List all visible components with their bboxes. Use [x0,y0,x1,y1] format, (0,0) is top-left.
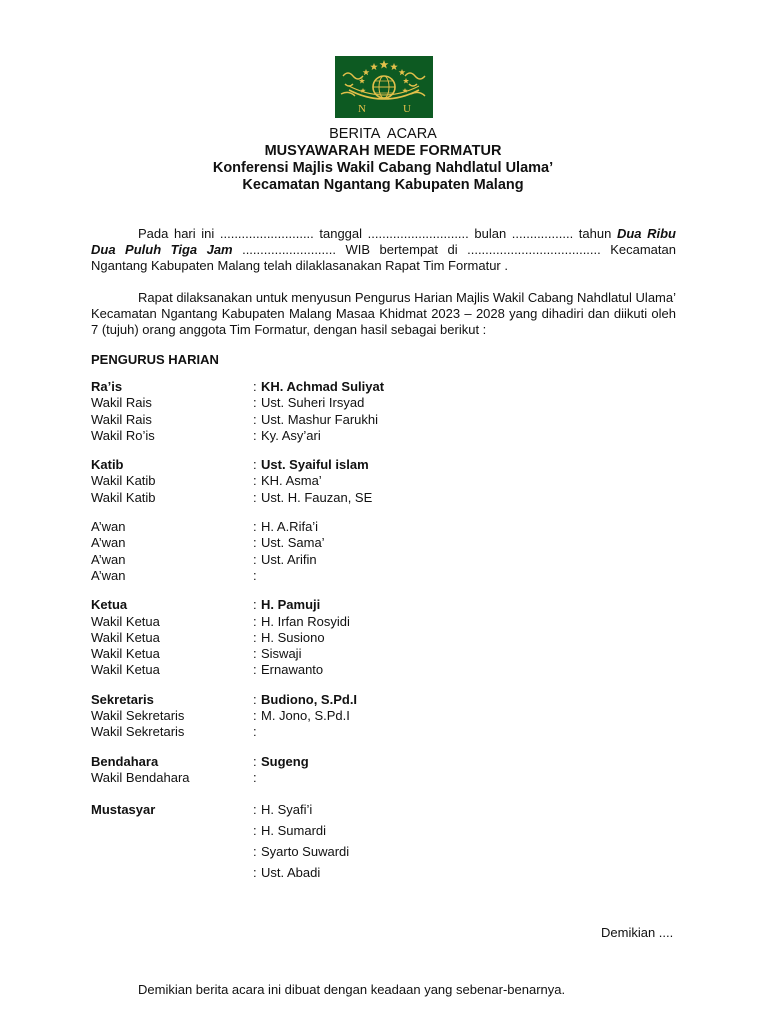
separator-colon: : [253,379,257,394]
member-name: Ust. Mashur Farukhi [261,411,379,427]
separator-colon: : [253,691,257,707]
opening-text-b: .......................... WIB bertempat di ..................................... Kecamatan Ngantang Kabupaten Malang telah dilaklasanakan Rapat Tim Formatur . [91,242,676,274]
title-line-musyawarah: MUSYAWARAH MEDE FORMATUR [264,143,502,159]
position-label: Wakil Ketua [91,629,160,645]
roster-list [91,379,676,896]
member-name: Ust. Suheri Irsyad [261,395,365,411]
roster-row [91,535,676,551]
member-name: Ust. Syaiful islam [261,457,369,473]
title-line-berita-acara: BERITA ACARA [329,126,437,142]
position-label: Wakil Ketua [91,662,160,678]
roster-row [91,473,676,489]
member-name: Ust. Abadi [261,865,321,881]
separator-colon: : [253,597,257,613]
member-name: M. Jono, S.Pd.I [261,708,350,724]
closing-note: Demikian .... [601,925,674,940]
separator-colon: : [253,753,257,769]
separator-colon: : [253,708,257,724]
roster-row [91,412,676,428]
position-label: Ra’is [91,379,123,394]
separator-colon: : [253,395,257,411]
position-label: Wakil Katib [91,473,156,489]
separator-colon: : [253,457,257,473]
position-label: Ketua [91,597,128,613]
position-label: Wakil Bendahara [91,769,190,785]
member-name: H. Irfan Rosyidi [261,613,350,629]
member-name: H. Susiono [261,629,325,645]
title-line-konferensi: Konferensi Majlis Wakil Cabang Nahdlatul Ulama’ [212,160,554,176]
separator-colon: : [253,724,257,740]
position-label: Wakil Ro’is [91,427,155,443]
separator-colon: : [253,411,257,427]
position-label: Bendahara [91,753,159,769]
roster-row [91,395,676,411]
position-label: Katib [91,457,124,473]
mustasyar-group [91,799,676,883]
position-label: Wakil Rais [91,395,152,411]
roster-group [91,379,676,444]
position-label: A’wan [91,535,126,551]
purpose-paragraph [91,290,676,339]
separator-colon: : [253,662,257,678]
member-name: H. Sumardi [261,823,327,839]
member-name: Syarto Suwardi [261,844,350,860]
member-name: KH. Asma’ [261,473,322,489]
position-label: Mustasyar [91,802,156,818]
roster-row [91,428,676,444]
roster-row [91,614,676,630]
position-label: A’wan [91,519,126,535]
roster-row [91,692,676,708]
member-name: Sugeng [261,753,309,769]
position-label: Wakil Sekretaris [91,708,185,724]
member-name: Ust. Sama’ [261,535,325,551]
position-label: Sekretaris [91,691,154,707]
separator-colon: : [253,535,257,551]
separator-colon: : [253,551,257,567]
roster-group [91,597,676,678]
document-title [90,126,676,194]
roster-row [91,724,676,740]
roster-row [91,841,676,862]
separator-colon: : [253,646,257,662]
section-title: PENGURUS HARIAN [91,352,219,367]
roster-row [91,379,676,395]
separator-colon: : [253,427,257,443]
separator-colon: : [253,844,257,860]
member-name: Siswaji [261,646,302,662]
nu-emblem-icon [335,56,433,118]
member-name: Budiono, S.Pd.I [261,691,358,707]
roster-row [91,862,676,883]
roster-row [91,662,676,678]
opening-text-a: Pada hari ini .......................... tanggal ............................ bulan ................. tahun [138,226,617,241]
separator-colon: : [253,613,257,629]
roster-row [91,646,676,662]
opening-paragraph [91,226,676,275]
separator-colon: : [253,802,257,818]
title-line-kecamatan: Kecamatan Ngantang Kabupaten Malang [242,177,524,193]
svg-text:U: U [403,103,411,115]
roster-row [91,597,676,613]
roster-row [91,630,676,646]
roster-group [91,692,676,741]
position-label: Wakil Sekretaris [91,724,185,740]
member-name: Ernawanto [261,662,324,678]
roster-row [91,799,676,820]
closing-statement: Demikian berita acara ini dibuat dengan keadaan yang sebenar-benarnya. [138,982,566,997]
position-label: A’wan [91,567,126,583]
roster-row [91,568,676,584]
member-name: H. Syafi’i [261,802,313,818]
roster-group [91,457,676,506]
roster-row [91,552,676,568]
roster-group [91,754,676,787]
separator-colon: : [253,519,257,535]
roster-row [91,820,676,841]
member-name: H. A.Rifa’i [261,519,319,535]
position-label: Wakil Rais [91,411,152,427]
separator-colon: : [253,769,257,785]
separator-colon: : [253,567,257,583]
opening-text-emphasis: Dua Ribu Dua Puluh Tiga Jam [91,226,676,258]
roster-row [91,754,676,770]
separator-colon: : [253,473,257,489]
separator-colon: : [253,489,257,505]
separator-colon: : [253,865,257,881]
separator-colon: : [253,823,257,839]
position-label: Wakil Katib [91,489,156,505]
member-name: KH. Achmad Suliyat [261,379,385,394]
roster-row [91,708,676,724]
member-name: H. Pamuji [261,597,321,613]
position-label: A’wan [91,551,126,567]
member-name: Ky. Asy’ari [261,427,321,443]
nu-logo [335,56,433,118]
roster-row [91,457,676,473]
roster-row [91,490,676,506]
position-label: Wakil Ketua [91,646,160,662]
member-name: Ust. Arifin [261,551,317,567]
roster-row [91,770,676,786]
roster-group [91,519,676,584]
member-name: Ust. H. Fauzan, SE [261,489,373,505]
roster-row [91,519,676,535]
position-label: Wakil Ketua [91,613,160,629]
purpose-text: Rapat dilaksanakan untuk menyusun Pengurus Harian Majlis Wakil Cabang Nahdlatul Ulama’ Kecamatan Ngantang Kabupaten Malang Masaa Khidmat 2023 – 2028 yang dihadiri dan diikuti oleh 7 (tujuh) orang anggota Tim Formatur, dengan hasil sebagai berikut : [91,290,676,338]
separator-colon: : [253,629,257,645]
svg-text:N: N [358,103,366,115]
